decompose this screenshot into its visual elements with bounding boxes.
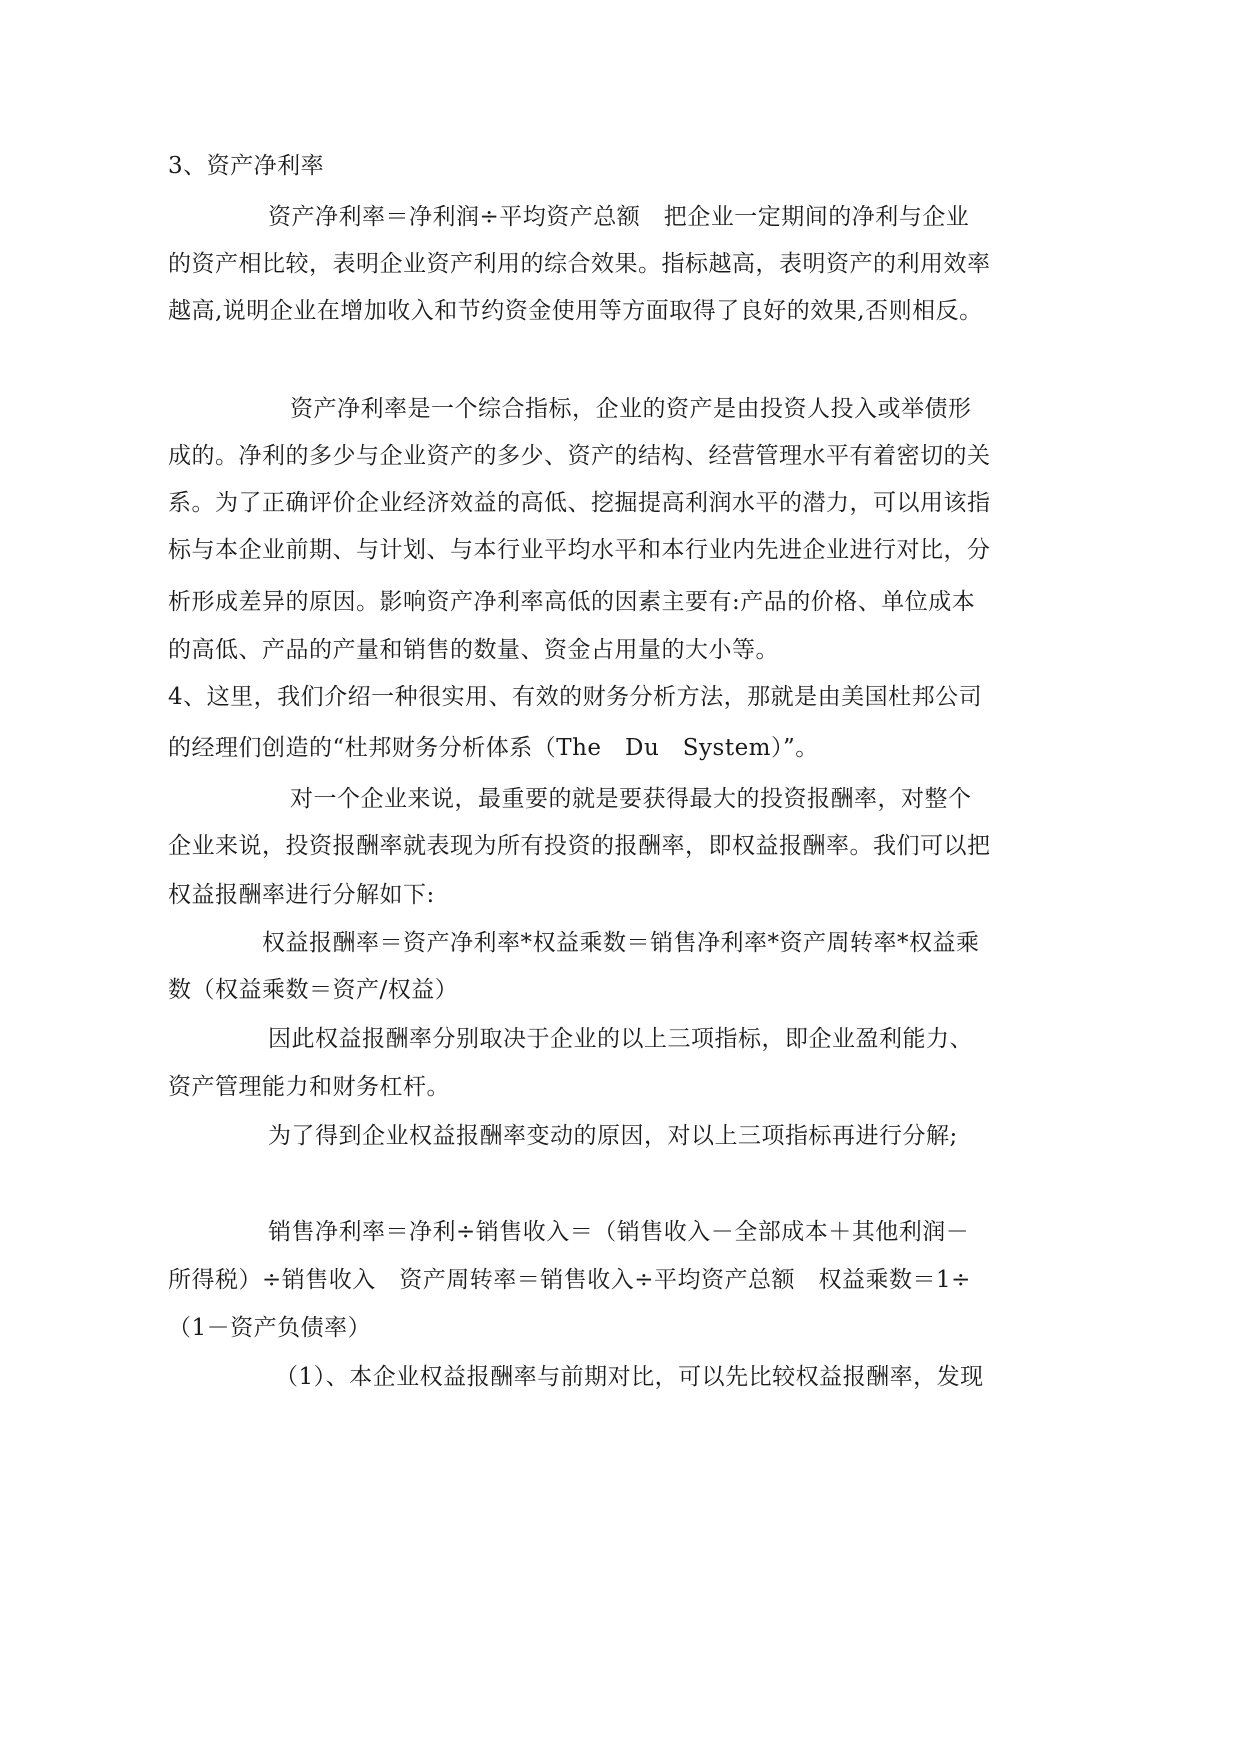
text-line: 系。为了正确评价企业经济效益的高低、挖掘提高利润水平的潜力，可以用该指 [168, 490, 991, 516]
text-line: 成的。净利的多少与企业资产的多少、资产的结构、经营管理水平有着密切的关 [168, 443, 991, 469]
text-line: 因此权益报酬率分别取决于企业的以上三项指标，即企业盈利能力、 [268, 1026, 973, 1052]
text-line: 为了得到企业权益报酬率变动的原因，对以上三项指标再进行分解; [268, 1123, 958, 1149]
section-heading-3: 3、资产净利率 [168, 153, 325, 179]
text-line: 资产管理能力和财务杠杆。 [168, 1074, 450, 1100]
formula-line: 数（权益乘数＝资产/权益） [168, 977, 459, 1003]
text-line: 的高低、产品的产量和销售的数量、资金占用量的大小等。 [168, 637, 779, 663]
text-line: 对一个企业来说，最重要的就是要获得最大的投资报酬率，对整个 [290, 786, 972, 812]
section-heading-4: 4、这里，我们介绍一种很实用、有效的财务分析方法，那就是由美国杜邦公司 [168, 684, 983, 710]
text-line: 的经理们创造的“杜邦财务分析体系（The Du System）”。 [168, 735, 819, 761]
formula-line: （1－资产负债率） [168, 1315, 372, 1341]
text-line: 标与本企业前期、与计划、与本行业平均水平和本行业内先进企业进行对比，分 [168, 537, 991, 563]
text-line: 资产净利率是一个综合指标，企业的资产是由投资人投入或举债形 [290, 396, 972, 422]
text-line: 的资产相比较，表明企业资产利用的综合效果。指标越高，表明资产的利用效率 [168, 251, 991, 277]
text-line: 析形成差异的原因。影响资产净利率高低的因素主要有:产品的价格、单位成本 [168, 589, 976, 615]
text-line: 资产净利率＝净利润÷平均资产总额 把企业一定期间的净利与企业 [268, 204, 970, 230]
formula-line: 销售净利率＝净利÷销售收入＝（销售收入－全部成本＋其他利润－ [268, 1219, 970, 1245]
text-line: （1）、本企业权益报酬率与前期对比，可以先比较权益报酬率，发现 [275, 1364, 984, 1390]
text-line: 企业来说，投资报酬率就表现为所有投资的报酬率，即权益报酬率。我们可以把 [168, 833, 991, 859]
formula-line: 所得税）÷销售收入 资产周转率＝销售收入÷平均资产总额 权益乘数＝1÷ [168, 1267, 971, 1293]
text-line: 越高,说明企业在增加收入和节约资金使用等方面取得了良好的效果,否则相反。 [168, 298, 983, 324]
text-line: 权益报酬率进行分解如下: [168, 882, 435, 908]
formula-line: 权益报酬率＝资产净利率*权益乘数＝销售净利率*资产周转率*权益乘 [262, 930, 980, 956]
